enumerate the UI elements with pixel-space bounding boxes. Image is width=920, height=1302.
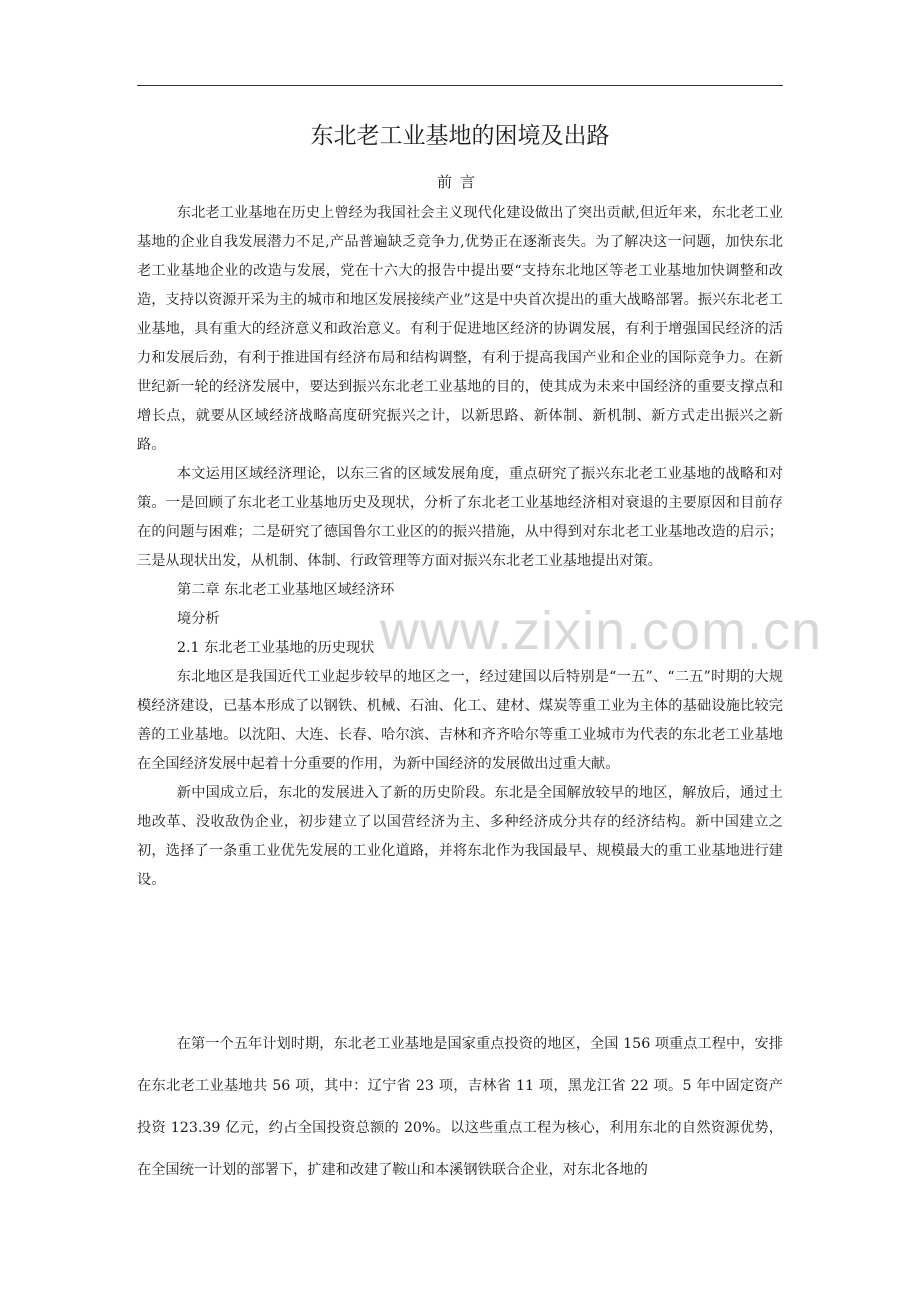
preface-heading: 前言 xyxy=(436,173,483,191)
chapter-heading-line-1: 第二章 东北老工业基地区域经济环 xyxy=(177,582,395,598)
section-heading: 2.1 东北老工业基地的历史现状 xyxy=(177,640,375,656)
final-paragraph: 在第一个五年计划时期，东北老工业基地是国家重点投资的地区，全国 156 项重点工程中，安排在东北老工业基地共 56 项，其中：辽宁省 23 项，吉林省 11 项，黑龙江省 22 项。5 年中固定资产投资 123.39 亿元，约占全国投资总额的 20%。以这些重点工程为核心，利用东北的自然资源优势，在全国统一计划的部署下，扩建和改建了鞍山和本溪钢铁联合企业，对东北各地的 xyxy=(137,1036,783,1178)
document-body-continued xyxy=(137,1023,783,1191)
header-rule xyxy=(137,85,783,86)
section-paragraph-1: 东北地区是我国近代工业起步较早的地区之一，经过建国以后特别是“一五”、“二五”时期的大规模经济建设，已基本形成了以钢铁、机械、石油、化工、建材、煤炭等重工业为主体的基础设施比较完善的工业基地。以沈阳、大连、长春、哈尔滨、吉林和齐齐哈尔等重工业城市为代表的东北老工业基地在全国经济发展中起着十分重要的作用，为新中国经济的发展做出过重大献。 xyxy=(137,669,783,772)
section-paragraph-2: 新中国成立后，东北的发展进入了新的历史阶段。东北是全国解放较早的地区，解放后，通过土地改革、没收敌伪企业，初步建立了以国营经济为主、多种经济成分共存的经济结构。新中国建立之初，选择了一条重工业优先发展的工业化道路，并将东北作为我国最早、规模最大的重工业基地进行建设。 xyxy=(137,785,783,888)
chapter-heading-line-2: 境分析 xyxy=(177,611,220,627)
preface-paragraph-2: 本文运用区域经济理论，以东三省的区域发展角度，重点研究了振兴东北老工业基地的战略和对策。一是回顾了东北老工业基地历史及现状，分析了东北老工业基地经济相对衰退的主要原因和目前存在的问题与困难；二是研究了德国鲁尔工业区的的振兴措施，从中得到对东北老工业基地改造的启示；三是从现状出发，从机制、体制、行政管理等方面对振兴东北老工业基地提出对策。 xyxy=(137,466,783,569)
page-title: 东北老工业基地的困境及出路 xyxy=(310,123,610,149)
watermark: www.zixin.com.cn xyxy=(380,601,823,661)
document-body xyxy=(137,199,783,895)
preface-paragraph-1: 东北老工业基地在历史上曾经为我国社会主义现代化建设做出了突出贡献,但近年来，东北老工业基地的企业自我发展潜力不足,产品普遍缺乏竞争力,优势正在逐渐丧失。为了解决这一问题，加快东北老工业基地企业的改造与发展，党在十六大的报告中提出要“支持东北地区等老工业基地加快调整和改造，支持以资源开采为主的城市和地区发展接续产业”这是中央首次提出的重大战略部署。振兴东北老工业基地，具有重大的经济意义和政治意义。有利于促进地区经济的协调发展，有利于增强国民经济的活力和发展后劲，有利于推进国有经济布局和结构调整，有利于提高我国产业和企业的国际竞争力。在新世纪新一轮的经济发展中，要达到振兴东北老工业基地的目的，使其成为未来中国经济的重要支撑点和增长点，就要从区域经济战略高度研究振兴之计，以新思路、新体制、新机制、新方式走出振兴之新路。 xyxy=(137,205,783,453)
